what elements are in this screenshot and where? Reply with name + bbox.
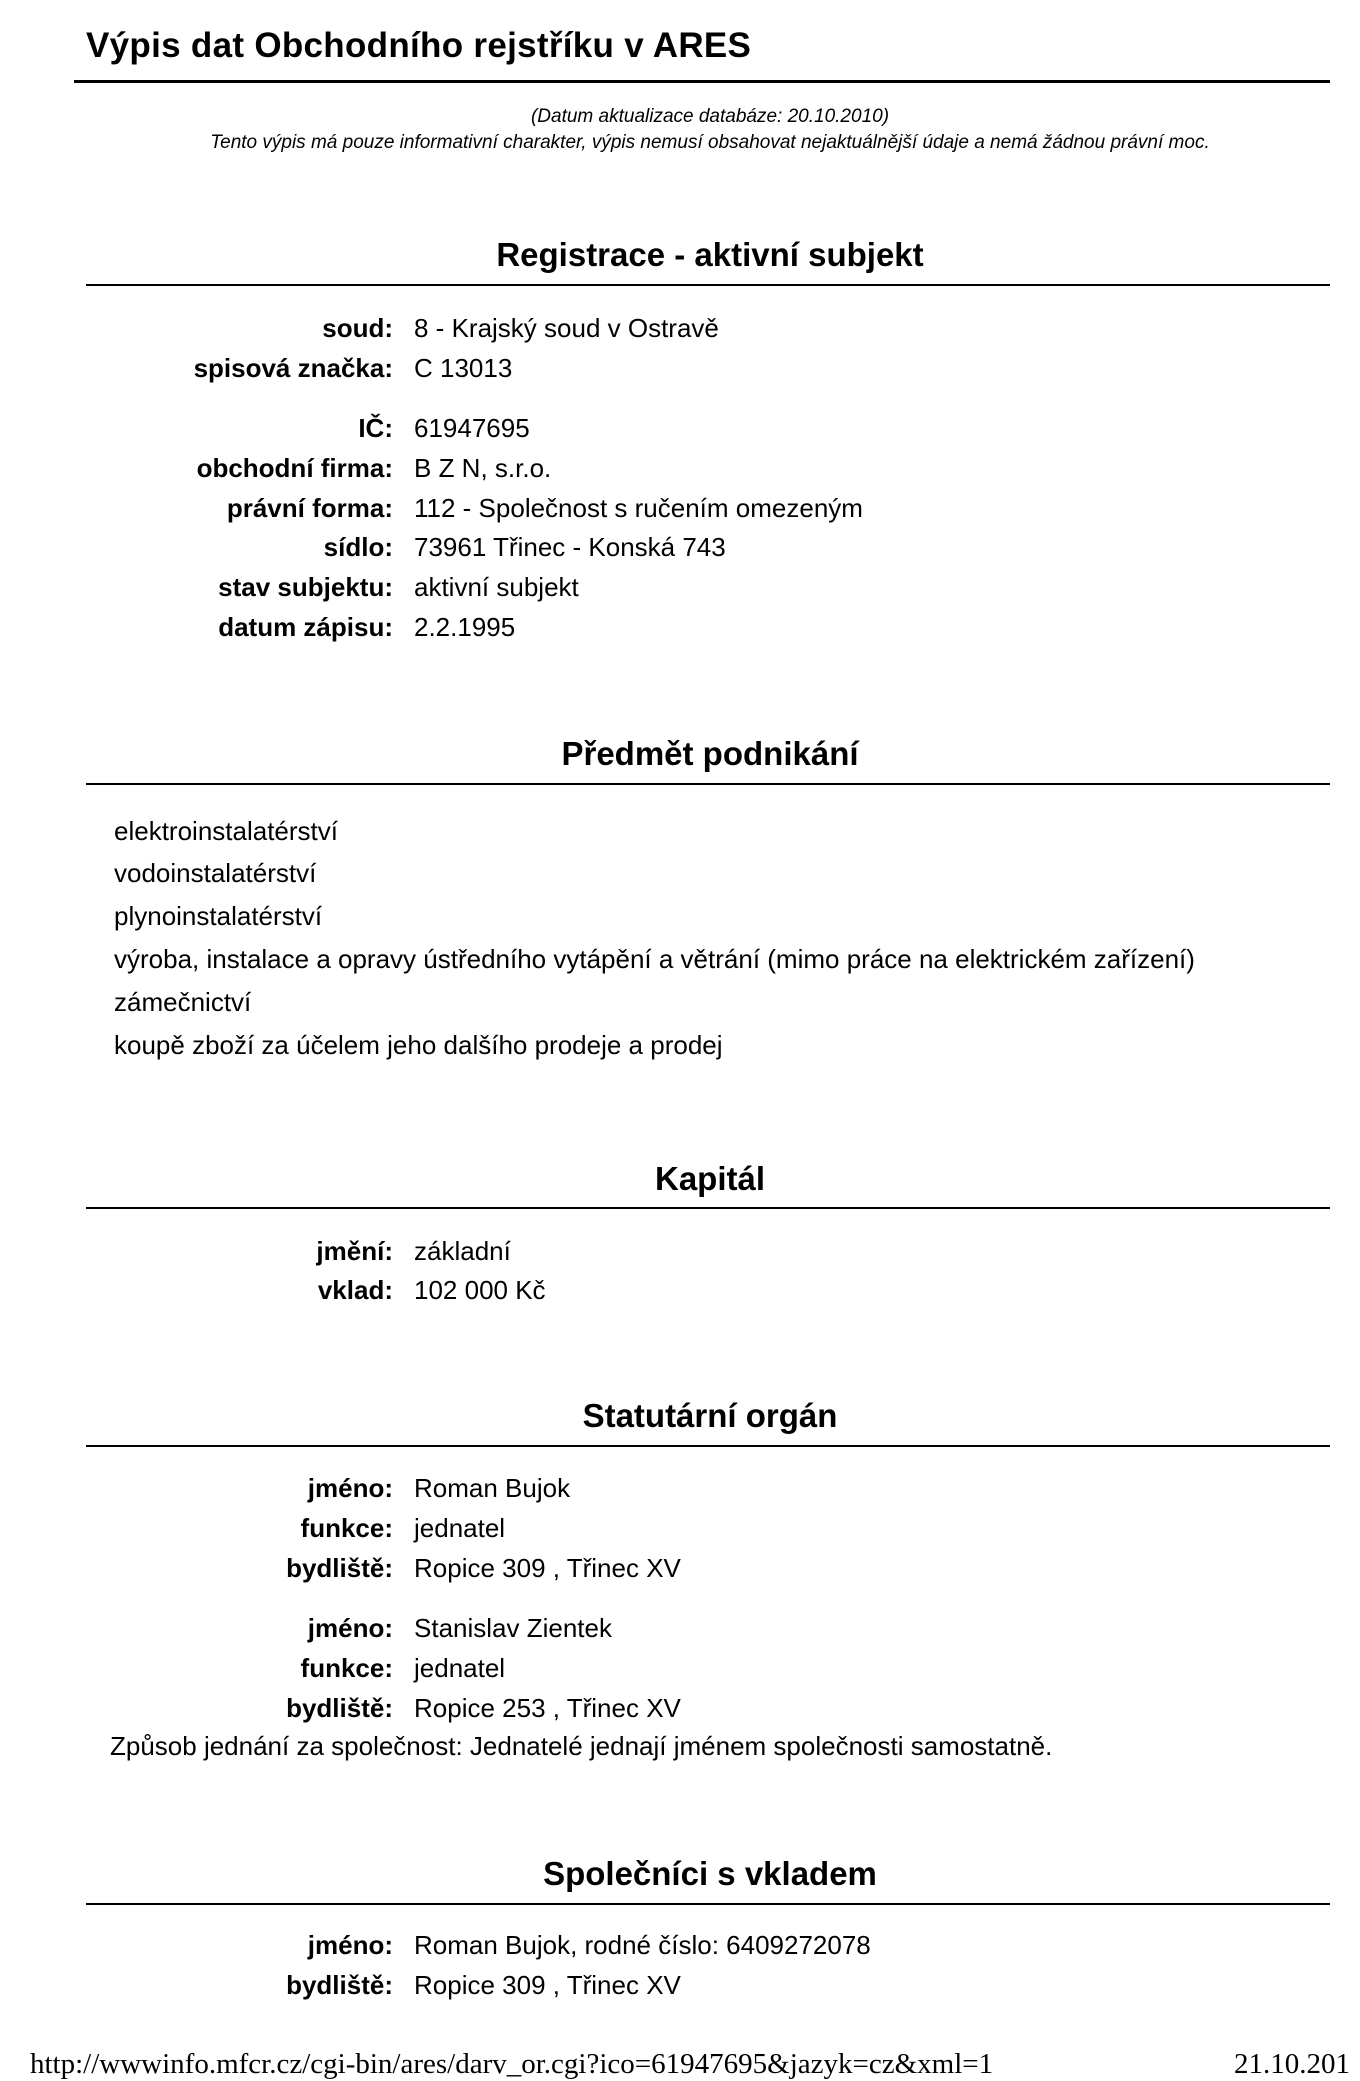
- activity-item: vodoinstalatérství: [114, 858, 317, 888]
- person-residence-label: bydliště:: [286, 1553, 393, 1583]
- status-value: aktivní subjekt: [414, 572, 579, 602]
- section-title-predmet: Předmět podnikání: [561, 735, 859, 772]
- partner-residence-label: bydliště:: [286, 1970, 393, 2000]
- disclaimer: Tento výpis má pouze informativní charakter, výpis nemusí obsahovat nejaktuálnější údaje a nemá žádnou právní moc.: [210, 132, 1210, 153]
- person-residence-value: Ropice 253 , Třinec XV: [414, 1693, 681, 1723]
- activity-item: koupě zboží za účelem jeho dalšího prodeje a prodej: [114, 1030, 723, 1060]
- person-role-label: funkce:: [300, 1653, 393, 1683]
- title-divider: [74, 80, 1330, 83]
- section-title-kapital: Kapitál: [654, 1160, 766, 1197]
- ico-value: 61947695: [414, 413, 530, 443]
- company-value: B Z N, s.r.o.: [414, 453, 552, 483]
- person-role-value: jednatel: [414, 1653, 506, 1683]
- registered-value: 2.2.1995: [414, 612, 516, 642]
- person-role-value: jednatel: [414, 1513, 506, 1543]
- file-mark-label: spisová značka:: [193, 353, 393, 383]
- assets-label: jmění:: [316, 1236, 393, 1266]
- section-title-spolecnici: Společníci s vkladem: [543, 1855, 877, 1892]
- acting-note: Způsob jednání za společnost: Jednatelé jednají jménem společnosti samostatně.: [110, 1731, 1053, 1761]
- activity-item: plynoinstalatérství: [114, 901, 323, 931]
- seat-value: 73961 Třinec - Konská 743: [414, 532, 726, 562]
- person-name-label: jméno:: [307, 1613, 393, 1643]
- update-note: (Datum aktualizace databáze: 20.10.2010): [530, 106, 890, 127]
- activity-item: zámečnictví: [114, 987, 252, 1017]
- footer-date: 21.10.201: [1234, 2048, 1350, 2080]
- assets-value: základní: [414, 1236, 511, 1266]
- legal-form-value: 112 - Společnost s ručením omezeným: [414, 493, 863, 523]
- person-name-value: Roman Bujok: [414, 1473, 571, 1503]
- ico-label: IČ:: [358, 413, 393, 443]
- registered-label: datum zápisu:: [218, 612, 393, 642]
- section-title-registrace: Registrace - aktivní subjekt: [496, 236, 924, 273]
- court-value: 8 - Krajský soud v Ostravě: [414, 313, 719, 343]
- status-label: stav subjektu:: [218, 572, 393, 602]
- section-divider: [86, 284, 1330, 286]
- activity-item: elektroinstalatérství: [114, 816, 338, 846]
- partner-residence-value: Ropice 309 , Třinec XV: [414, 1970, 681, 2000]
- court-label: soud:: [322, 313, 393, 343]
- activity-item: výroba, instalace a opravy ústředního vytápění a větrání (mimo práce na elektrickém zařízení): [114, 944, 1195, 974]
- partner-name-label: jméno:: [307, 1930, 393, 1960]
- document-title: Výpis dat Obchodního rejstříku v ARES: [86, 26, 752, 65]
- seat-label: sídlo:: [323, 532, 393, 562]
- person-name-label: jméno:: [307, 1473, 393, 1503]
- section-divider: [86, 1445, 1330, 1447]
- person-residence-value: Ropice 309 , Třinec XV: [414, 1553, 681, 1583]
- section-title-statutarni: Statutární orgán: [582, 1397, 838, 1434]
- person-role-label: funkce:: [300, 1513, 393, 1543]
- person-residence-label: bydliště:: [286, 1693, 393, 1723]
- partner-name-value: Roman Bujok, rodné číslo: 6409272078: [414, 1930, 871, 1960]
- person-name-value: Stanislav Zientek: [414, 1613, 612, 1643]
- deposit-label: vklad:: [317, 1275, 393, 1305]
- section-divider: [86, 783, 1330, 785]
- section-divider: [86, 1903, 1330, 1905]
- file-mark-value: C 13013: [414, 353, 513, 383]
- section-divider: [86, 1207, 1330, 1209]
- deposit-value: 102 000 Kč: [414, 1275, 546, 1305]
- legal-form-label: právní forma:: [226, 493, 393, 523]
- company-label: obchodní firma:: [196, 453, 393, 483]
- footer-url: http://wwwinfo.mfcr.cz/cgi-bin/ares/darv_or.cgi?ico=61947695&jazyk=cz&xml=1: [30, 2048, 994, 2080]
